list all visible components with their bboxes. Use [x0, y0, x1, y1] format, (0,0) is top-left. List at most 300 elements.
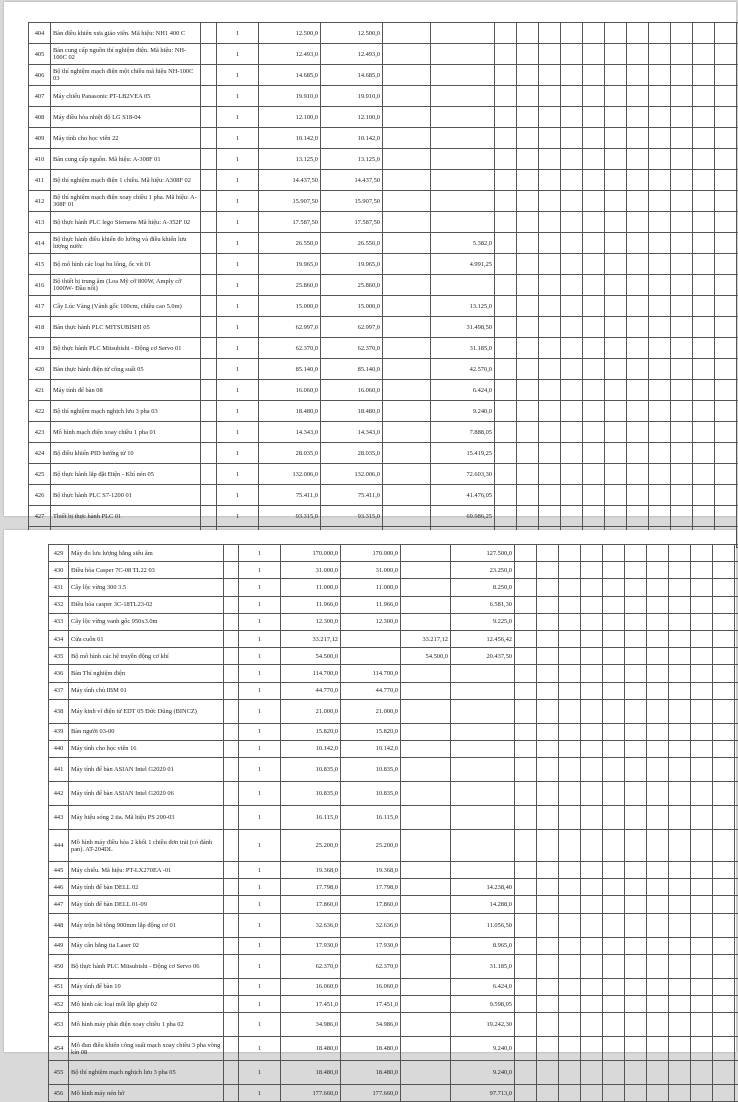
quantity-cell: 1 [217, 506, 259, 527]
budget-source-cell: 16.060,0 [341, 978, 401, 995]
empty-cell [625, 630, 647, 647]
original-cost-cell: 10.142,0 [281, 740, 341, 757]
empty-cell [671, 233, 693, 254]
empty-cell [671, 128, 693, 149]
remaining-value-cell: 9.598,05 [451, 996, 515, 1013]
row-number-cell: 423 [29, 422, 51, 443]
empty-cell [201, 170, 217, 191]
empty-cell [537, 613, 559, 630]
empty-cell [625, 545, 647, 562]
item-name-cell: Máy tính để bàn ASIAN Intel G2020 01 [69, 758, 224, 782]
empty-cell [515, 862, 537, 879]
item-name-cell: Bộ thí nghiệm mạch nghịch lưu 3 pha 03 [51, 401, 201, 422]
empty-cell [625, 579, 647, 596]
empty-cell [201, 44, 217, 65]
empty-cell [583, 275, 605, 296]
budget-source-cell: 15.907,50 [321, 191, 383, 212]
other-source-cell [383, 359, 431, 380]
empty-cell [537, 545, 559, 562]
other-source-cell [383, 107, 431, 128]
empty-cell [713, 682, 735, 699]
empty-cell [647, 613, 669, 630]
other-source-cell [383, 506, 431, 527]
empty-cell [603, 1037, 625, 1061]
other-source-cell [383, 401, 431, 422]
empty-cell [735, 1061, 738, 1085]
empty-cell [581, 862, 603, 879]
row-number-cell: 444 [49, 830, 69, 862]
row-number-cell: 422 [29, 401, 51, 422]
quantity-cell: 1 [239, 665, 281, 682]
empty-cell [581, 806, 603, 830]
empty-cell [495, 401, 517, 422]
quantity-cell: 1 [217, 86, 259, 107]
row-number-cell: 411 [29, 170, 51, 191]
empty-cell [539, 464, 561, 485]
empty-cell [201, 338, 217, 359]
empty-cell [517, 170, 539, 191]
empty-cell [735, 862, 738, 879]
empty-cell [201, 422, 217, 443]
remaining-value-cell: 69.986,25 [431, 506, 495, 527]
empty-cell [201, 359, 217, 380]
original-cost-cell: 14.685,0 [259, 65, 321, 86]
empty-cell [583, 380, 605, 401]
budget-source-cell: 19.368,0 [341, 862, 401, 879]
quantity-cell: 1 [239, 1085, 281, 1102]
empty-cell [625, 937, 647, 954]
empty-cell [693, 233, 715, 254]
other-source-cell [401, 545, 451, 562]
remaining-value-cell: 41.476,05 [431, 485, 495, 506]
empty-cell [537, 879, 559, 896]
empty-cell [581, 758, 603, 782]
empty-cell [713, 913, 735, 937]
empty-cell [691, 862, 713, 879]
empty-cell [713, 954, 735, 978]
empty-cell [647, 758, 669, 782]
empty-cell [224, 723, 239, 740]
empty-cell [561, 44, 583, 65]
empty-cell [625, 1037, 647, 1061]
row-number-cell: 441 [49, 758, 69, 782]
original-cost-cell: 170.000,0 [281, 545, 341, 562]
empty-cell [583, 23, 605, 44]
empty-cell [561, 338, 583, 359]
item-name-cell: Bộ điều khiển PID hướng tử 10 [51, 443, 201, 464]
quantity-cell: 1 [217, 44, 259, 65]
empty-cell [515, 613, 537, 630]
original-cost-cell: 18.480,0 [281, 1037, 341, 1061]
empty-cell [715, 170, 737, 191]
empty-cell [713, 996, 735, 1013]
empty-cell [669, 723, 691, 740]
other-source-cell [401, 913, 451, 937]
empty-cell [625, 954, 647, 978]
empty-cell [625, 596, 647, 613]
other-source-cell [383, 464, 431, 485]
item-name-cell: Bộ thực hành PLC lego Siemens Mã hiệu: A-352F 02 [51, 212, 201, 233]
empty-cell [539, 506, 561, 527]
quantity-cell: 1 [217, 233, 259, 254]
empty-cell [715, 296, 737, 317]
empty-cell [605, 464, 627, 485]
empty-cell [201, 65, 217, 86]
quantity-cell: 1 [217, 23, 259, 44]
empty-cell [583, 359, 605, 380]
other-source-cell [401, 723, 451, 740]
empty-cell [224, 682, 239, 699]
empty-cell [603, 758, 625, 782]
empty-cell [693, 485, 715, 506]
item-name-cell: Máy chiếu. Mã hiệu: PT-LX270EA -01 [69, 862, 224, 879]
other-source-cell [401, 782, 451, 806]
empty-cell [715, 149, 737, 170]
empty-cell [561, 485, 583, 506]
item-name-cell: Mô hình máy nén hở [69, 1085, 224, 1102]
empty-cell [647, 954, 669, 978]
quantity-cell: 1 [217, 464, 259, 485]
empty-cell [649, 233, 671, 254]
empty-cell [495, 254, 517, 275]
empty-cell [649, 359, 671, 380]
empty-cell [517, 422, 539, 443]
empty-cell [671, 254, 693, 275]
table-row [49, 579, 738, 596]
empty-cell [495, 464, 517, 485]
quantity-cell: 1 [239, 978, 281, 995]
empty-cell [201, 128, 217, 149]
original-cost-cell: 21.000,0 [281, 699, 341, 723]
original-cost-cell: 12.300,0 [281, 613, 341, 630]
empty-cell [713, 665, 735, 682]
empty-cell [715, 338, 737, 359]
empty-cell [627, 170, 649, 191]
table-row [29, 296, 738, 317]
remaining-value-cell [451, 740, 515, 757]
original-cost-cell: 25.200,0 [281, 830, 341, 862]
empty-cell [627, 44, 649, 65]
other-source-cell [401, 562, 451, 579]
empty-cell [669, 613, 691, 630]
empty-cell [625, 896, 647, 913]
empty-cell [224, 665, 239, 682]
empty-cell [517, 485, 539, 506]
empty-cell [669, 562, 691, 579]
empty-cell [537, 562, 559, 579]
empty-cell [735, 978, 738, 995]
empty-cell [671, 149, 693, 170]
empty-cell [649, 338, 671, 359]
empty-cell [561, 86, 583, 107]
remaining-value-cell: 9.225,0 [451, 613, 515, 630]
empty-cell [693, 107, 715, 128]
empty-cell [693, 296, 715, 317]
original-cost-cell: 17.798,0 [281, 879, 341, 896]
empty-cell [625, 665, 647, 682]
empty-cell [649, 380, 671, 401]
empty-cell [715, 254, 737, 275]
empty-cell [515, 682, 537, 699]
empty-cell [605, 254, 627, 275]
empty-cell [649, 485, 671, 506]
empty-cell [603, 830, 625, 862]
other-source-cell [401, 978, 451, 995]
quantity-cell: 1 [239, 545, 281, 562]
empty-cell [605, 338, 627, 359]
row-number-cell: 455 [49, 1061, 69, 1085]
row-number-cell: 445 [49, 862, 69, 879]
empty-cell [647, 862, 669, 879]
empty-cell [671, 170, 693, 191]
quantity-cell: 1 [239, 579, 281, 596]
other-source-cell [383, 485, 431, 506]
original-cost-cell: 75.411,0 [259, 485, 321, 506]
empty-cell [581, 879, 603, 896]
quantity-cell: 1 [217, 359, 259, 380]
remaining-value-cell: 20.437,50 [451, 648, 515, 665]
remaining-value-cell: 5.382,0 [431, 233, 495, 254]
other-source-cell [383, 233, 431, 254]
empty-cell [713, 648, 735, 665]
row-number-cell: 452 [49, 996, 69, 1013]
quantity-cell: 1 [217, 65, 259, 86]
empty-cell [539, 422, 561, 443]
original-cost-cell: 17.930,0 [281, 937, 341, 954]
empty-cell [691, 665, 713, 682]
empty-cell [559, 879, 581, 896]
empty-cell [691, 596, 713, 613]
empty-cell [515, 545, 537, 562]
empty-cell [647, 1037, 669, 1061]
empty-cell [583, 485, 605, 506]
empty-cell [693, 506, 715, 527]
empty-cell [693, 128, 715, 149]
empty-cell [581, 630, 603, 647]
empty-cell [515, 830, 537, 862]
row-number-cell: 438 [49, 699, 69, 723]
item-name-cell: Máy tính để bàn ASIAN Intel G2020 06 [69, 782, 224, 806]
empty-cell [559, 1013, 581, 1037]
empty-cell [603, 740, 625, 757]
table-row [49, 978, 738, 995]
item-name-cell: Máy điều hòa nhiệt độ LG S18-04 [51, 107, 201, 128]
table-row [29, 128, 738, 149]
empty-cell [627, 464, 649, 485]
item-name-cell: Máy trộn bê tông 900mm lắp động cơ 01 [69, 913, 224, 937]
empty-cell [603, 1085, 625, 1102]
table-row [29, 86, 738, 107]
item-name-cell: Mô hình máy điều hòa 2 khối 1 chiều đơn trải (có đánh pan). AT-204DL [69, 830, 224, 862]
table-row [49, 806, 738, 830]
empty-cell [713, 862, 735, 879]
empty-cell [669, 630, 691, 647]
table-row [49, 1085, 738, 1102]
other-source-cell [401, 613, 451, 630]
empty-cell [649, 107, 671, 128]
empty-cell [691, 723, 713, 740]
empty-cell [647, 879, 669, 896]
budget-source-cell: 16.115,0 [341, 806, 401, 830]
empty-cell [691, 630, 713, 647]
original-cost-cell: 62.997,0 [259, 317, 321, 338]
empty-cell [561, 233, 583, 254]
remaining-value-cell: 13.125,0 [431, 296, 495, 317]
empty-cell [561, 191, 583, 212]
table-row [29, 485, 738, 506]
quantity-cell: 1 [239, 723, 281, 740]
empty-cell [671, 317, 693, 338]
other-source-cell [383, 44, 431, 65]
row-number-cell: 424 [29, 443, 51, 464]
table-row [49, 1013, 738, 1037]
empty-cell [201, 506, 217, 527]
empty-cell [647, 648, 669, 665]
budget-source-cell: 18.480,0 [341, 1061, 401, 1085]
empty-cell [224, 862, 239, 879]
empty-cell [671, 86, 693, 107]
empty-cell [693, 464, 715, 485]
item-name-cell: Bàn điều khiển xưa giáo viên. Mã hiệu: NH1 400 C [51, 23, 201, 44]
empty-cell [537, 665, 559, 682]
item-name-cell: Máy tính để bàn 08 [51, 380, 201, 401]
original-cost-cell: 10.142,0 [259, 128, 321, 149]
empty-cell [713, 613, 735, 630]
item-name-cell: Bàn Thí nghiệm điện [69, 665, 224, 682]
empty-cell [583, 191, 605, 212]
empty-cell [691, 562, 713, 579]
empty-cell [224, 1061, 239, 1085]
budget-source-cell: 10.835,0 [341, 758, 401, 782]
empty-cell [647, 579, 669, 596]
budget-source-cell: 14.685,0 [321, 65, 383, 86]
empty-cell [713, 896, 735, 913]
empty-cell [581, 996, 603, 1013]
empty-cell [539, 296, 561, 317]
empty-cell [647, 545, 669, 562]
empty-cell [605, 443, 627, 464]
row-number-cell: 421 [29, 380, 51, 401]
empty-cell [517, 338, 539, 359]
empty-cell [605, 380, 627, 401]
quantity-cell: 1 [239, 806, 281, 830]
empty-cell [224, 758, 239, 782]
table-row [29, 107, 738, 128]
empty-cell [715, 380, 737, 401]
budget-source-cell: 19.910,0 [321, 86, 383, 107]
empty-cell [735, 545, 738, 562]
empty-cell [627, 86, 649, 107]
empty-cell [581, 613, 603, 630]
remaining-value-cell [431, 149, 495, 170]
remaining-value-cell: 97.713,0 [451, 1085, 515, 1102]
empty-cell [537, 699, 559, 723]
budget-source-cell: 12.493,0 [321, 44, 383, 65]
empty-cell [649, 464, 671, 485]
item-name-cell: Máy kinh vĩ điện tử EDT 05 Đức Dũng (BINCZ) [69, 699, 224, 723]
empty-cell [647, 937, 669, 954]
item-name-cell: Máy chiếu Panasonic PT-LB2VEA 05 [51, 86, 201, 107]
empty-cell [669, 579, 691, 596]
empty-cell [669, 782, 691, 806]
quantity-cell: 1 [239, 862, 281, 879]
table-row [49, 682, 738, 699]
empty-cell [671, 359, 693, 380]
empty-cell [693, 254, 715, 275]
empty-cell [559, 913, 581, 937]
quantity-cell: 1 [239, 699, 281, 723]
empty-cell [715, 44, 737, 65]
quantity-cell: 1 [217, 149, 259, 170]
empty-cell [581, 1013, 603, 1037]
empty-cell [627, 422, 649, 443]
table-row [29, 170, 738, 191]
table-row [29, 275, 738, 296]
empty-cell [224, 879, 239, 896]
empty-cell [517, 380, 539, 401]
original-cost-cell: 34.986,0 [281, 1013, 341, 1037]
empty-cell [517, 65, 539, 86]
table-row [29, 443, 738, 464]
original-cost-cell: 12.500,0 [259, 23, 321, 44]
empty-cell [201, 443, 217, 464]
original-cost-cell: 132.006,0 [259, 464, 321, 485]
table-row [49, 630, 738, 647]
empty-cell [627, 317, 649, 338]
empty-cell [495, 107, 517, 128]
empty-cell [517, 506, 539, 527]
empty-cell [649, 401, 671, 422]
empty-cell [561, 107, 583, 128]
remaining-value-cell [431, 86, 495, 107]
empty-cell [539, 380, 561, 401]
original-cost-cell: 17.860,0 [281, 896, 341, 913]
empty-cell [559, 699, 581, 723]
empty-cell [537, 758, 559, 782]
empty-cell [715, 191, 737, 212]
other-source-cell: 33.217,12 [401, 630, 451, 647]
empty-cell [515, 1061, 537, 1085]
empty-cell [539, 401, 561, 422]
empty-cell [627, 212, 649, 233]
original-cost-cell: 26.550,0 [259, 233, 321, 254]
empty-cell [515, 630, 537, 647]
empty-cell [537, 937, 559, 954]
budget-source-cell: 85.140,0 [321, 359, 383, 380]
empty-cell [627, 359, 649, 380]
empty-cell [495, 23, 517, 44]
empty-cell [671, 443, 693, 464]
table-row [49, 562, 738, 579]
row-number-cell: 443 [49, 806, 69, 830]
empty-cell [515, 1013, 537, 1037]
empty-cell [515, 562, 537, 579]
empty-cell [735, 782, 738, 806]
item-name-cell: Bộ thí nghiệm mạch điện 1 chiều. Mã hiệu: A308F 02 [51, 170, 201, 191]
budget-source-cell: 14.437,50 [321, 170, 383, 191]
empty-cell [713, 806, 735, 830]
empty-cell [669, 1037, 691, 1061]
empty-cell [201, 149, 217, 170]
empty-cell [561, 23, 583, 44]
original-cost-cell: 17.587,50 [259, 212, 321, 233]
table-row [49, 1061, 738, 1085]
empty-cell [224, 1013, 239, 1037]
budget-source-cell: 177.660,0 [341, 1085, 401, 1102]
empty-cell [559, 954, 581, 978]
empty-cell [649, 296, 671, 317]
item-name-cell: Bộ thí nghiệm mạch điện xoay chiều 1 pha. Mã hiệu: A-308F 01 [51, 191, 201, 212]
